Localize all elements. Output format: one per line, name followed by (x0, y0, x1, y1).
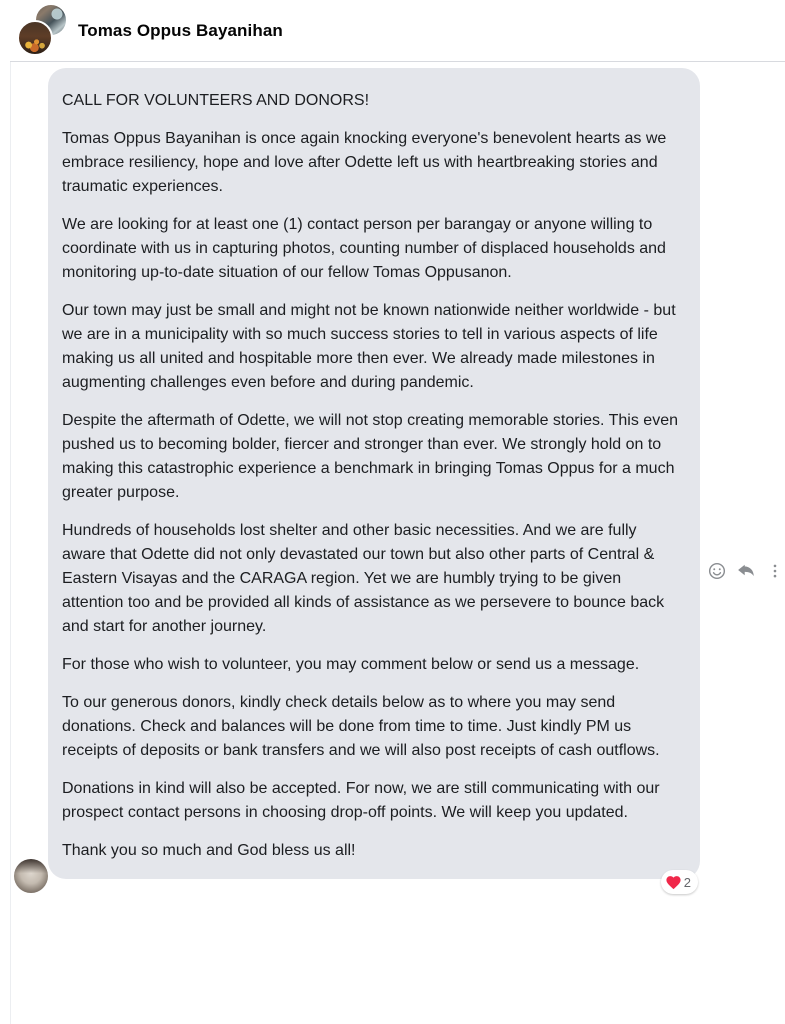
group-avatar-photo-front (17, 20, 53, 56)
react-button[interactable] (706, 559, 728, 583)
more-options-button[interactable] (764, 559, 785, 583)
message-paragraph: Despite the aftermath of Odette, we will not stop creating memorable stories. This even pushed us to becoming bolder, fiercer and stronger than ever. We strongly hold on to making this catastrophic experience a benchmark in bringing Tomas Oppus for a much greater purpose. (62, 412, 678, 501)
smiley-face-icon (707, 561, 727, 581)
reply-button[interactable] (735, 559, 757, 583)
message-paragraph: Hundreds of households lost shelter and other basic necessities. And we are fully aware that Odette did not only devastated our town but also other parts of Central & Eastern Visayas and the CARAGA region. Yet we are humbly trying to be given attention too and be provided all kinds of assistance as we persevere to bounce back and start for another journey. (62, 522, 665, 635)
reply-arrow-icon (735, 560, 757, 582)
vertical-dots-icon (766, 561, 784, 581)
reaction-badge[interactable] (661, 870, 698, 894)
sender-avatar[interactable] (14, 859, 48, 893)
heart-reaction-icon (665, 874, 682, 891)
message-paragraph: Our town may just be small and might not be known nationwide neither worldwide - but we are in a municipality with so much success stories to tell in various aspects of life making us all united and hospitable more then ever. We already made milestones in augmenting challenges even before and during pandemic. (62, 302, 676, 391)
chat-title[interactable]: Tomas Oppus Bayanihan (78, 21, 283, 40)
message-paragraph: Donations in kind will also be accepted. For now, we are still communicating with our prospect contact persons in choosing drop-off points. We will keep you updated. (62, 780, 660, 821)
message-row (48, 68, 700, 890)
conversation-area (0, 62, 785, 1024)
message-text (62, 89, 684, 863)
message-bubble[interactable] (48, 68, 700, 879)
message-paragraph: To our generous donors, kindly check details below as to where you may send donations. Check and balances will be done from time to time. Just kindly PM us receipts of deposits or bank transfers and we will also post receipts of cash outflows. (62, 694, 660, 759)
message-paragraph: CALL FOR VOLUNTEERS AND DONORS! (62, 92, 370, 109)
message-paragraph: Tomas Oppus Bayanihan is once again knocking everyone's benevolent hearts as we embrace resiliency, hope and love after Odette left us with heartbreaking stories and traumatic experiences. (62, 130, 667, 195)
message-paragraph: Thank you so much and God bless us all! (62, 842, 356, 859)
message-paragraph: We are looking for at least one (1) contact person per barangay or anyone willing to coordinate with us in capturing photos, counting number of displaced households and monitoring up-to-date situation of our fellow Tomas Oppusanon. (62, 216, 666, 281)
panel-divider (10, 62, 11, 1024)
chat-header (0, 0, 785, 62)
reaction-count: 2 (683, 874, 691, 890)
group-avatar[interactable] (17, 4, 67, 58)
message-paragraph: For those who wish to volunteer, you may comment below or send us a message. (62, 656, 640, 673)
message-actions (706, 559, 785, 583)
